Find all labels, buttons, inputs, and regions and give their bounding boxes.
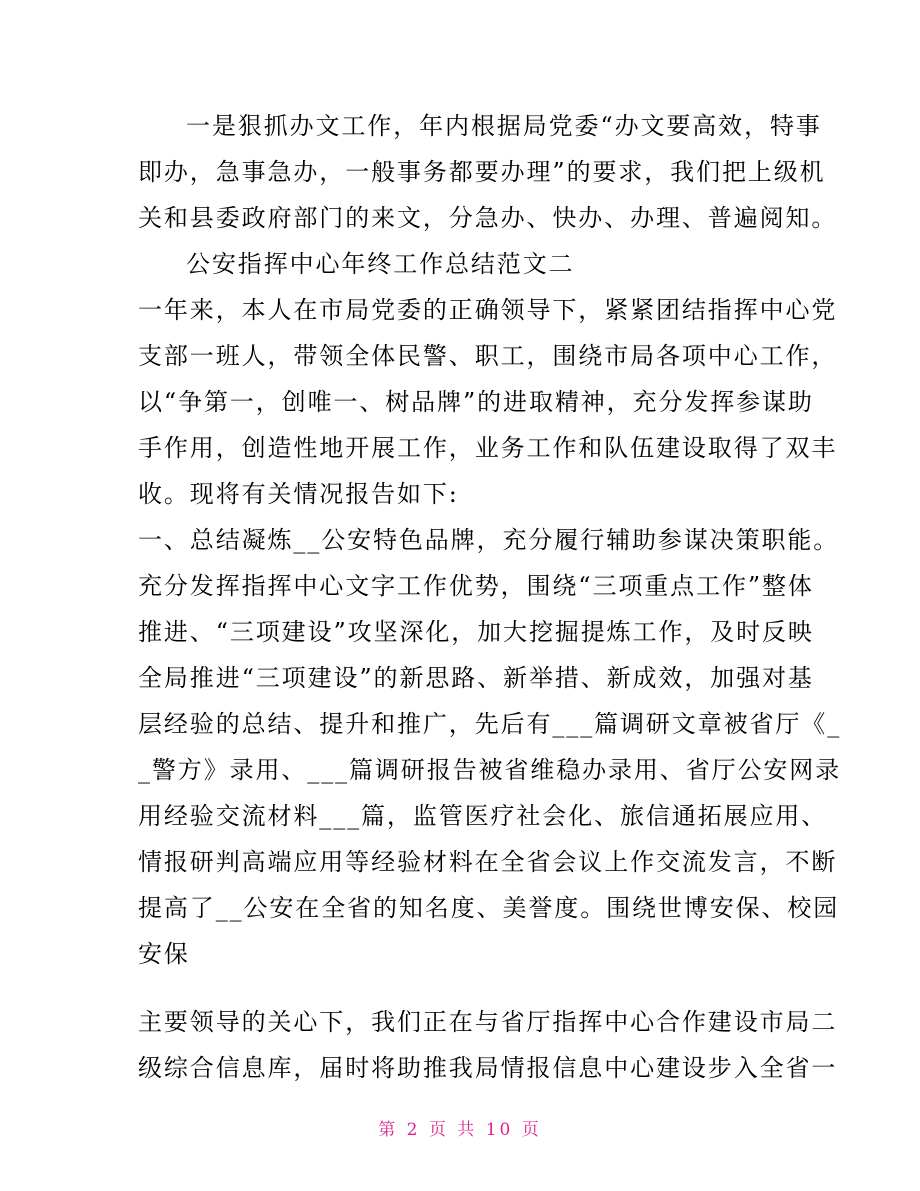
paragraph-line: 一年来，本人在市局党委的正确领导下，紧紧团结指挥中心党 xyxy=(138,296,838,324)
paragraph-line: 推进、“三项建设”攻坚深化，加大挖掘提炼工作，及时反映 xyxy=(138,618,814,646)
paragraph-line: 提高了__公安在全省的知名度、美誉度。围绕世博安保、校园 xyxy=(138,894,840,922)
paragraph-line: 安保 xyxy=(138,940,190,968)
paragraph-line: 以“争第一，创唯一、树品牌”的进取精神，充分发挥参谋助 xyxy=(138,388,814,416)
paragraph-line: _警方》录用、___篇调研报告被省维稳办录用、省厅公安网录 xyxy=(138,756,842,784)
section-title: 公安指挥中心年终工作总结范文二 xyxy=(186,250,575,278)
paragraph-line: 级综合信息库，届时将助推我局情报信息中心建设步入全省一 xyxy=(138,1054,838,1082)
paragraph-line: 手作用，创造性地开展工作，业务工作和队伍建设取得了双丰 xyxy=(138,434,838,462)
section-heading: 一、总结凝炼__公安特色品牌，充分履行辅助参谋决策职能。 xyxy=(138,526,840,554)
paragraph-line: 一是狠抓办文工作，年内根据局党委“办文要高效，特事 xyxy=(186,112,822,140)
paragraph-line: 关和县委政府部门的来文，分急办、快办、办理、普遍阅知。 xyxy=(138,204,838,232)
paragraph-line: 支部一班人，带领全体民警、职工，围绕市局各项中心工作， xyxy=(138,342,838,370)
paragraph-line: 收。现将有关情况报告如下: xyxy=(138,480,459,508)
paragraph-line: 全局推进“三项建设”的新思路、新举措、新成效，加强对基 xyxy=(138,664,814,692)
paragraph-line: 主要领导的关心下，我们正在与省厅指挥中心合作建设市局二 xyxy=(138,1008,838,1036)
paragraph-line: 层经验的总结、提升和推广，先后有___篇调研文章被省厅《_ xyxy=(138,710,842,738)
paragraph-line: 用经验交流材料___篇，监管医疗社会化、旅信通拓展应用、 xyxy=(138,802,828,830)
paragraph-line: 即办，急事急办，一般事务都要办理”的要求，我们把上级机 xyxy=(138,158,826,186)
paragraph-line: 充分发挥指挥中心文字工作优势，围绕“三项重点工作”整体 xyxy=(138,572,814,600)
page-number-footer: 第 2 页 共 10 页 xyxy=(378,1120,542,1140)
paragraph-line: 情报研判高端应用等经验材料在全省会议上作交流发言，不断 xyxy=(138,848,838,876)
